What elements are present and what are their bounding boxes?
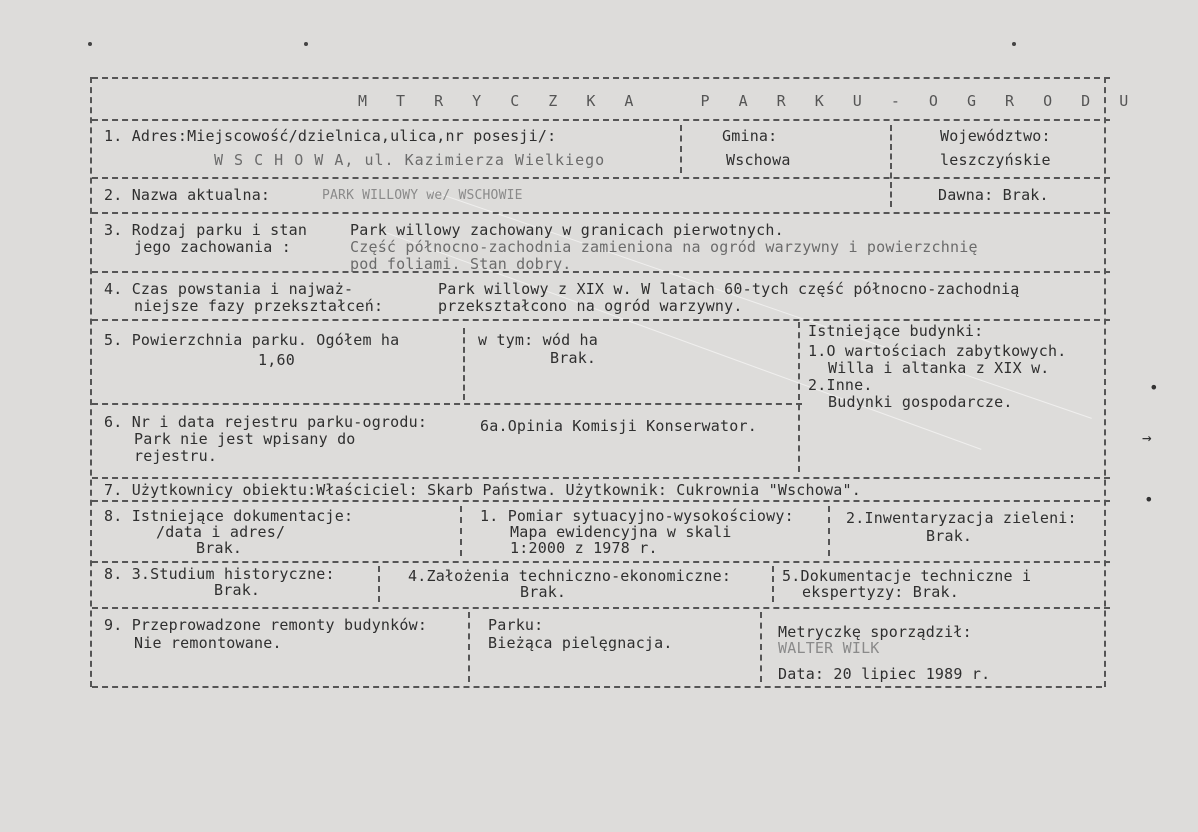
tech-econ-value: Brak.: [520, 583, 567, 601]
col-doc1: [460, 506, 462, 556]
border-left: [90, 77, 92, 687]
type-label-1: 3. Rodzaj parku i stan: [104, 221, 308, 239]
col-author: [760, 612, 762, 682]
greenery-value: Brak.: [926, 527, 973, 545]
register-value-1: Park nie jest wpisany do: [134, 430, 356, 448]
margin-mark: •: [1144, 490, 1154, 509]
rule-3: [92, 212, 1110, 214]
author-name: WALTER WILK: [778, 639, 880, 657]
address-value: W S C H O W A, ul. Kazimierza Wielkiego: [214, 151, 606, 169]
park-care-value: Bieżąca pielęgnacja.: [488, 634, 673, 652]
rule-bottom: [92, 686, 1102, 688]
docs-none: Brak.: [196, 539, 243, 557]
author-label: Metryczkę sporządził:: [778, 623, 972, 641]
border-right: [1104, 77, 1106, 687]
tech-econ-label: 4.Założenia techniczno-ekonomiczne:: [408, 567, 732, 585]
current-name-value: PARK WILLOWY we/ WSCHOWIE: [322, 188, 523, 203]
origin-label-1: 4. Czas powstania i najważ-: [104, 280, 354, 298]
repairs-value: Nie remontowane.: [134, 634, 282, 652]
rule-9: [92, 561, 1110, 563]
rule-4: [92, 271, 1110, 273]
survey-scale: 1:2000 z 1978 r.: [510, 539, 658, 557]
rule-5: [92, 319, 1110, 321]
origin-value-2: przekształcono na ogród warzywny.: [438, 297, 743, 315]
origin-label-2: niejsze fazy przekształceń:: [134, 297, 384, 315]
rule-8: [92, 500, 1110, 502]
area-label: 5. Powierzchnia parku. Ogółem ha: [104, 331, 400, 349]
address-label: 1. Adres:Miejscowość/dzielnica,ulica,nr posesji/:: [104, 127, 557, 145]
register-value-2: rejestru.: [134, 447, 218, 465]
origin-value-1: Park willowy z XIX w. W latach 60-tych część północno-zachodnią: [438, 280, 1020, 298]
greenery-label: 2.Inwentaryzacja zieleni:: [846, 509, 1077, 527]
voivodeship-value: leszczyńskie: [940, 151, 1051, 169]
survey-label: 1. Pomiar sytuacyjno-wysokościowy:: [480, 507, 794, 525]
col-doc3: [378, 566, 380, 602]
current-name-label: 2. Nazwa aktualna:: [104, 186, 271, 204]
park-care-label: Parku:: [488, 616, 544, 634]
buildings-other: 2.Inne.: [808, 376, 873, 394]
former-name: Dawna: Brak.: [938, 186, 1049, 204]
col-buildings: [798, 322, 800, 472]
register-label: 6. Nr i data rejestru parku-ogrodu:: [104, 413, 428, 431]
col-water: [463, 328, 465, 400]
survey-map: Mapa ewidencyjna w skali: [510, 523, 732, 541]
type-value-3: pod foliami. Stan dobry.: [350, 255, 572, 273]
users-line: 7. Użytkownicy obiektu:Właściciel: Skarb Państwa. Użytkownik: Cukrownia "Wschowa".: [104, 481, 861, 499]
ink-dot: [1012, 42, 1016, 46]
buildings-farm: Budynki gospodarcze.: [828, 393, 1013, 411]
form-date: Data: 20 lipiec 1989 r.: [778, 665, 991, 683]
voivodeship-label: Województwo:: [940, 127, 1051, 145]
col-doc2: [828, 506, 830, 556]
col-gmina: [680, 125, 682, 173]
gmina-label: Gmina:: [722, 127, 778, 145]
water-value: Brak.: [550, 349, 597, 367]
docs-sub: /data i adres/: [156, 523, 286, 541]
buildings-label: Istniejące budynki:: [808, 322, 984, 340]
col-woj: [890, 125, 892, 207]
rule-7: [92, 477, 1110, 479]
docs-label: 8. Istniejące dokumentacje:: [104, 507, 354, 525]
rule-top: [92, 77, 1110, 79]
col-repair: [468, 612, 470, 682]
history-study-value: Brak.: [214, 581, 261, 599]
rule-10: [92, 607, 1110, 609]
type-value-2: Część północno-zachodnia zamieniona na ogród warzywny i powierzchnię: [350, 238, 978, 256]
tech-docs-label: 5.Dokumentacje techniczne i: [782, 567, 1032, 585]
margin-mark: •: [1149, 378, 1159, 397]
form-title: M T R Y C Z K A P A R K U - O G R O D U: [358, 92, 1139, 110]
gmina-value: Wschowa: [726, 151, 791, 169]
rule-1: [92, 119, 1110, 121]
tech-docs-value: ekspertyzy: Brak.: [802, 583, 959, 601]
ink-dot: [88, 42, 92, 46]
history-study-label: 8. 3.Studium historyczne:: [104, 565, 335, 583]
buildings-villa: Willa i altanka z XIX w.: [828, 359, 1050, 377]
commission-opinion: 6a.Opinia Komisji Konserwator.: [480, 417, 757, 435]
rule-2: [92, 177, 1110, 179]
repairs-label: 9. Przeprowadzone remonty budynków:: [104, 616, 428, 634]
water-label: w tym: wód ha: [478, 331, 598, 349]
type-label-2: jego zachowania :: [134, 238, 291, 256]
col-doc4: [772, 566, 774, 602]
buildings-historic: 1.O wartościach zabytkowych.: [808, 342, 1067, 360]
area-value: 1,60: [258, 351, 295, 369]
arrow-mark-icon: →: [1142, 428, 1152, 447]
ink-dot: [304, 42, 308, 46]
type-value-1: Park willowy zachowany w granicach pierwotnych.: [350, 221, 784, 239]
rule-6: [92, 403, 802, 405]
